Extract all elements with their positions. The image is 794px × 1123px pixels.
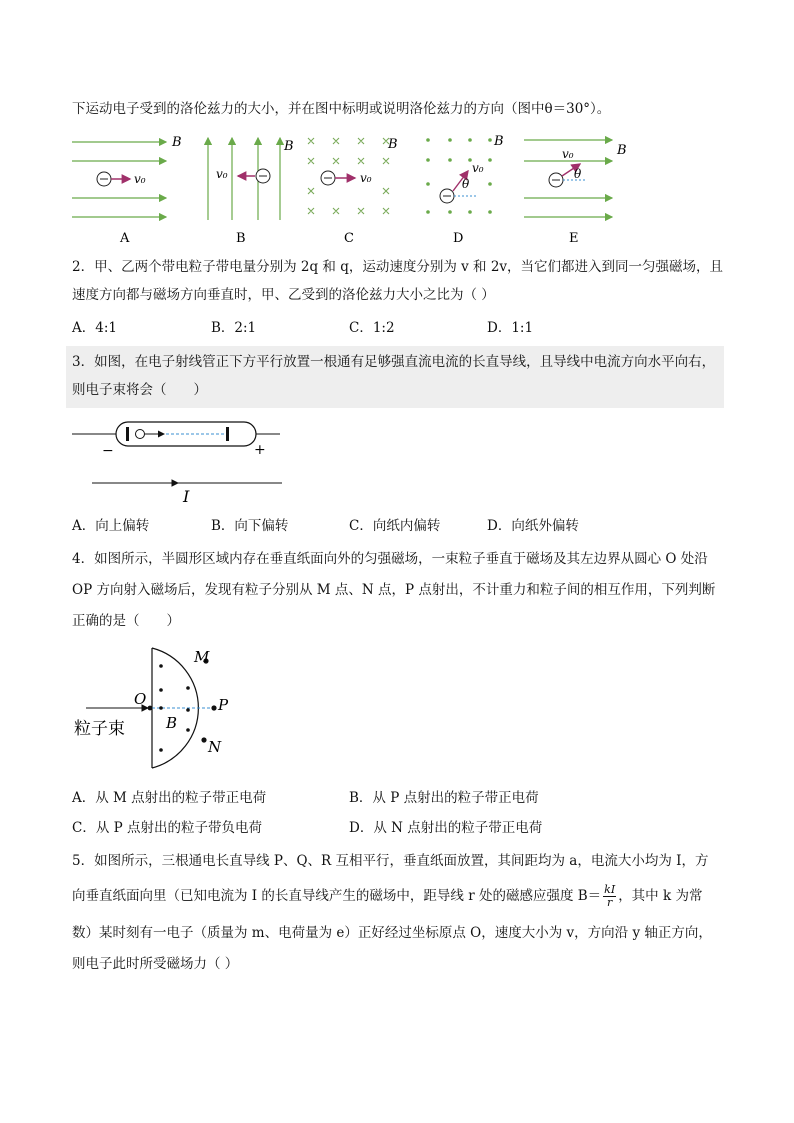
q2-option-b[interactable]: B．2:1	[211, 320, 257, 336]
q4-line2: OP 方向射入磁场后，发现有粒子分别从 M 点、N 点，P 点射出，不计重力和粒子间的相互作用，下列判断	[72, 582, 716, 598]
fig-label-a: A	[120, 231, 130, 246]
q4-option-c[interactable]: C．从 P 点射出的粒子带负电荷	[72, 820, 262, 836]
q4-option-a[interactable]: A．从 M 点射出的粒子带正电荷	[72, 790, 267, 806]
b-formula-fraction	[603, 884, 616, 909]
q2-line1: 2．甲、乙两个带电粒子带电量分别为 2q 和 q，运动速度分别为 v 和 2v，当它们都进入到同一匀强磁场，且	[72, 259, 724, 275]
fraction-denominator: r	[607, 896, 613, 909]
q5-line2-end: ，其中 k 为常	[618, 888, 703, 904]
electron-c	[321, 171, 372, 185]
q2-option-a[interactable]: A．4:1	[72, 320, 117, 336]
q5-line1: 5．如图所示，三根通电长直导线 P、Q、R 互相平行，垂直纸面放置，其间距均为 a，电流大小均为 I，方	[72, 853, 709, 869]
v0-label-b: v₀	[216, 167, 228, 181]
minus-sign: −	[102, 443, 114, 459]
q3-option-a[interactable]: A．向上偏转	[72, 518, 150, 534]
b-label-a: B	[172, 135, 182, 150]
q1-figures	[66, 128, 666, 248]
point-m-label: M	[194, 648, 210, 666]
q3-figure	[66, 418, 296, 506]
electron-d	[440, 161, 484, 203]
theta-label-d: θ	[462, 177, 470, 191]
q3-option-b[interactable]: B．向下偏转	[211, 518, 289, 534]
q4-line1: 4．如图所示，半圆形区域内存在垂直纸面向外的匀强磁场，一束粒子垂直于磁场及其左边界从圆心 O 处沿	[72, 551, 708, 567]
q3-option-c[interactable]: C．向纸内偏转	[349, 518, 441, 534]
figure-e	[524, 140, 627, 217]
q4-option-b[interactable]: B．从 P 点射出的粒子带正电荷	[349, 790, 539, 806]
q3-line1: 3．如图，在电子射线管正下方平行放置一根通有足够强直流电流的长直导线，且导线中电流方向水平向右，	[72, 354, 716, 370]
q5-line2	[72, 884, 702, 909]
q5-line4: 则电子此时所受磁场力（ ）	[72, 956, 239, 972]
b-label-b: B	[284, 139, 294, 154]
particle-beam-label: 粒子束	[74, 719, 125, 739]
fraction-numerator: kI	[604, 883, 616, 896]
q4-line3: 正确的是（ ）	[72, 613, 180, 629]
field-b-label: B	[166, 714, 178, 732]
q4-option-d[interactable]: D．从 N 点射出的粒子带正电荷	[349, 820, 543, 836]
theta-label-e: θ	[574, 167, 582, 181]
b-label-d: B	[494, 134, 504, 149]
plus-sign: +	[254, 442, 266, 458]
current-label: I	[183, 487, 190, 506]
fig-label-c: C	[344, 231, 354, 246]
q4-figure	[66, 640, 256, 770]
figure-b	[208, 138, 294, 220]
q2-option-d[interactable]: D．1:1	[487, 320, 534, 336]
figure-a	[72, 135, 182, 217]
figure-d	[426, 138, 492, 214]
v0-label-a: v₀	[134, 172, 146, 186]
fig-label-b: B	[236, 231, 246, 246]
point-n-label: N	[208, 738, 222, 756]
point-o-label: O	[134, 690, 147, 708]
v0-label-d: v₀	[472, 161, 484, 175]
q2-option-c[interactable]: C．1:2	[349, 320, 395, 336]
b-label-c: B	[388, 137, 398, 152]
q5-line3: 数）某时刻有一电子（质量为 m、电荷量为 e）正好经过坐标原点 O，速度大小为 v，方向沿 y 轴正方向，	[72, 925, 712, 941]
point-p-label: P	[218, 696, 229, 714]
q2-line2: 速度方向都与磁场方向垂直时，甲、乙受到的洛伦兹力大小之比为（ ）	[72, 287, 495, 303]
figure-c	[308, 138, 389, 214]
fig-label-e: E	[569, 231, 579, 246]
b-label-e: B	[617, 143, 627, 158]
v0-label-e: v₀	[562, 147, 574, 161]
q5-line2-start: 向垂直纸面向里（已知电流为 I 的长直导线产生的磁场中，距导线 r 处的磁感应强度 B＝	[72, 888, 602, 904]
fig-label-d: D	[453, 231, 464, 246]
v0-label-c: v₀	[360, 171, 372, 185]
q3-option-d[interactable]: D．向纸外偏转	[487, 518, 579, 534]
q1-text: 下运动电子受到的洛伦兹力的大小，并在图中标明或说明洛伦兹力的方向（图中θ＝30°）。	[72, 101, 611, 117]
q3-line2: 则电子束将会（ ）	[72, 382, 207, 398]
